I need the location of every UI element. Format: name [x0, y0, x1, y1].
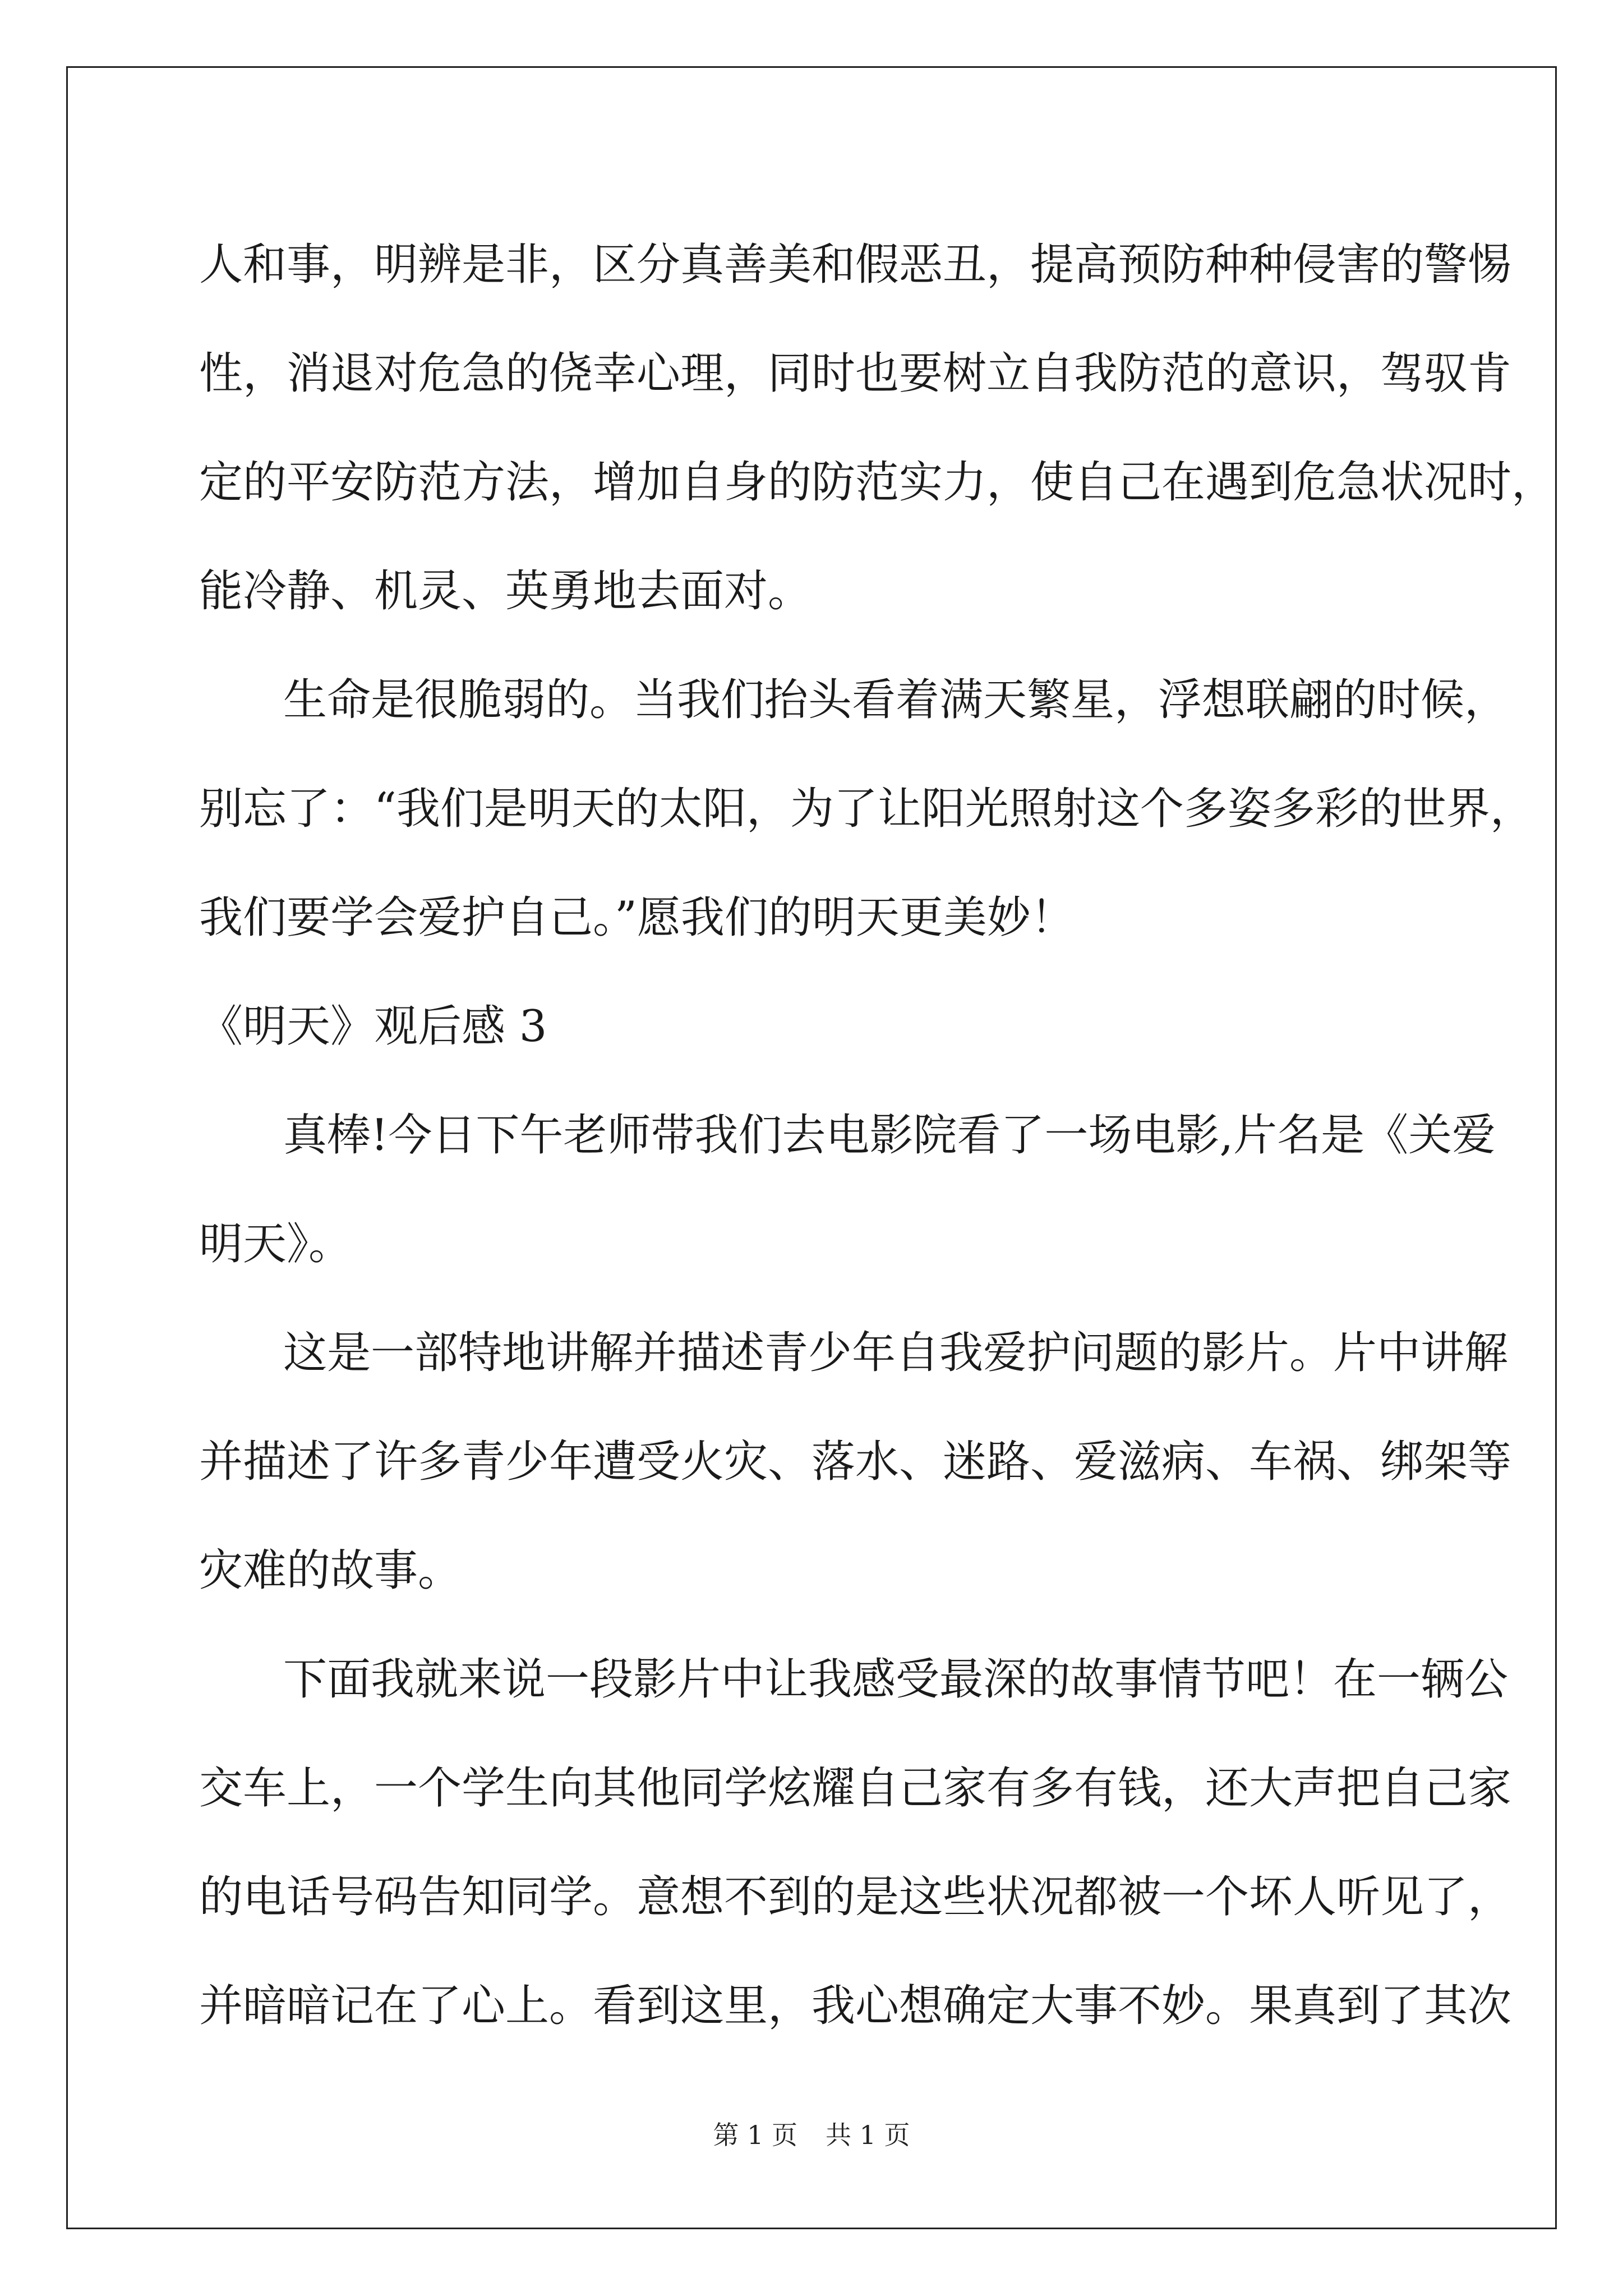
body-line: 能冷静、机灵、英勇地去面对。 [199, 566, 812, 616]
paragraph-start-line: 生命是很脆弱的。当我们抬头看着满天繁星，浮想联翩的时候， [283, 675, 1509, 725]
paragraph-start-line: 真棒!今日下午老师带我们去电影院看了一场电影,片名是《关爱 [283, 1110, 1496, 1161]
page-footer [0, 2115, 1623, 2152]
body-line: 我们要学会爱护自己。”愿我们的明天更美妙！ [199, 892, 1075, 943]
body-line: 灾难的故事。 [199, 1545, 462, 1596]
body-line: 交车上，一个学生向其他同学炫耀自己家有多有钱，还大声把自己家 [199, 1763, 1512, 1814]
document-body [199, 210, 1556, 2060]
paragraph-start-line: 下面我就来说一段影片中让我感受最深的故事情节吧！在一辆公 [283, 1654, 1509, 1705]
section-heading: 《明天》观后感 3 [199, 1001, 547, 1052]
page-number-total: 共 1 页 [826, 2120, 910, 2150]
body-line: 人和事，明辨是非，区分真善美和假恶丑，提高预防种种侵害的警惕 [199, 240, 1512, 290]
paragraph-start-line: 这是一部特地讲解并描述青少年自我爱护问题的影片。片中讲解 [283, 1328, 1509, 1378]
body-line: 明天》。 [199, 1219, 353, 1269]
body-line: 定的平安防范方法，增加自身的防范实力，使自己在遇到危急状况时， [199, 457, 1556, 508]
page-number-current: 第 1 页 [713, 2120, 797, 2150]
body-line: 别忘了：“我们是明天的太阳，为了让阳光照射这个多姿多彩的世界， [199, 784, 1534, 834]
body-line: 性，消退对危急的侥幸心理，同时也要树立自我防范的意识，驾驭肯 [199, 348, 1512, 399]
body-line: 并描述了许多青少年遭受火灾、落水、迷路、爱滋病、车祸、绑架等 [199, 1437, 1512, 1487]
body-line: 的电话号码告知同学。意想不到的是这些状况都被一个坏人听见了， [199, 1872, 1512, 1922]
body-line: 并暗暗记在了心上。看到这里，我心想确定大事不妙。果真到了其次 [199, 1981, 1512, 2031]
